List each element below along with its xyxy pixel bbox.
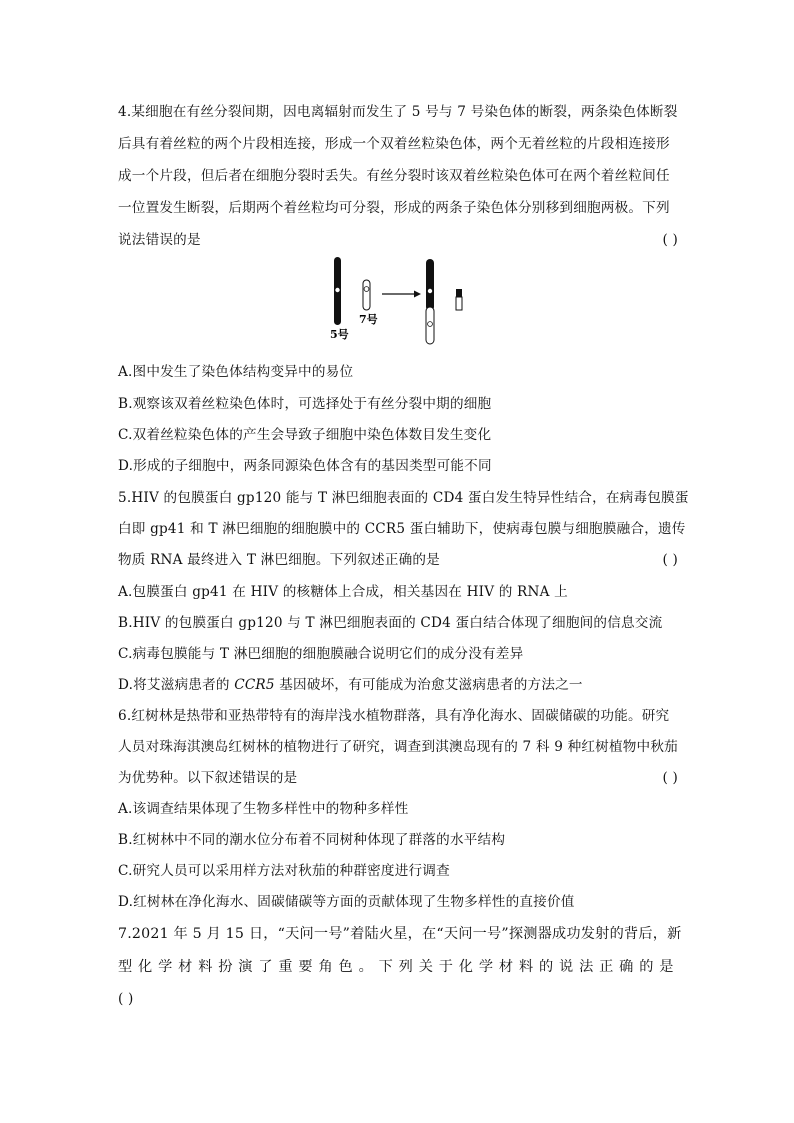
q7-line-2-char: 于 [438,959,454,975]
q6-answer-blank: ( ) [662,770,678,786]
label-7: 7号 [359,313,378,326]
q7-line-2-char: 学 [478,959,494,975]
q7-line-2-char: 是 [659,959,674,975]
q6-option-b: B.红树林中不同的潮水位分布着不同树种体现了群落的水平结构 [118,832,506,848]
q5-line-3 [118,550,678,570]
q4-option-a: A.图中发生了染色体结构变异中的易位 [118,364,354,380]
fragment-light [456,297,462,310]
q7-line-2-char: 说 [559,959,574,975]
q7-line-2-char: 学 [158,959,173,975]
q7-line-2-char: 下 [378,959,393,975]
dicentric-centromere-1 [427,288,432,293]
q4-line-4: 一位置发生断裂，后期两个着丝粒均可分裂，形成的两条子染色体分别移到细胞两极。下列 [118,200,670,216]
q4-line-1: 4.某细胞在有丝分裂间期，因电离辐射而发生了 5 号与 7 号染色体的断裂，两条染色体断裂 [118,104,678,120]
q5-option-d-gene: CCR5 [234,677,275,693]
q4-option-b: B.观察该双着丝粒染色体时，可选择处于有丝分裂中期的细胞 [118,396,492,412]
q7-line-2-char: 型 [118,959,133,975]
q4-line-5 [118,230,678,250]
q4-option-c: C.双着丝粒染色体的产生会导致子细胞中染色体数目发生变化 [118,427,492,443]
q7-line-2-char: 料 [198,959,213,975]
dicentric-centromere-2 [428,322,433,327]
q5-line-2: 白即 gp41 和 T 淋巴细胞的细胞膜中的 CCR5 蛋白辅助下，使病毒包膜与细胞膜融合，遗传 [118,521,686,537]
q7-line-2-char: 料 [518,959,534,975]
q7-line-2-char: 材 [498,959,514,975]
q4-line-2: 后具有着丝粒的两个片段相连接，形成一个双着丝粒染色体，两个无着丝粒的片段相连接形 [118,136,670,152]
q7-line-2-char: 演 [238,959,253,975]
q6-option-c: C.研究人员可以采用样方法对秋茄的种群密度进行调查 [118,863,450,879]
q7-line-2-char: 化 [138,959,153,975]
q4-stem-end: 说法错误的是 [118,232,201,248]
dicentric-dark-part [426,259,434,311]
q5-answer-blank: ( ) [662,552,678,568]
q7-line-2-char: 材 [178,959,193,975]
q7-line-2-char: 确 [619,959,634,975]
label-5: 5号 [330,328,349,341]
q7-line-2-char: 法 [579,959,594,975]
q7-line-2-char: 正 [599,959,614,975]
q7-line-2-char: 要 [298,959,313,975]
q7-line-2-char: 了 [258,959,273,975]
q6-line-3 [118,768,678,788]
q5-option-b: B.HIV 的包膜蛋白 gp120 与 T 淋巴细胞表面的 CD4 蛋白结合体现了细胞间的信息交流 [118,615,663,631]
q7-line-1: 7.2021 年 5 月 15 日，“天问一号”着陆火星，在“天问一号”探测器成功发射的背后，新 [118,926,682,942]
q7-line-2-char: 关 [418,959,434,975]
q6-line-1: 6.红树林是热带和亚热带特有的海岸浅水植物群落，具有净化海水、固碳储碳的功能。研究 [118,708,670,724]
q5-option-d [118,675,678,695]
q7-line-2 [118,957,674,977]
q6-option-a: A.该调查结果体现了生物多样性中的物种多样性 [118,801,409,817]
q7-line-2-char: 化 [458,959,474,975]
q7-line-2-char: 角 [318,959,333,975]
arrow-head-icon [414,291,421,298]
chromosome-figure [320,252,480,352]
q7-line-2-char: 色 [338,959,353,975]
q7-line-2-char: 的 [639,959,654,975]
q6-stem-end: 为优势种。以下叙述错误的是 [118,770,298,786]
centromere-7 [364,287,369,292]
q6-line-2: 人员对珠海淇澳岛红树林的植物进行了研究，调查到淇澳岛现有的 7 科 9 种红树植物中秋茄 [118,739,678,755]
q5-stem-end: 物质 RNA 最终进入 T 淋巴细胞。下列叙述正确的是 [118,552,440,568]
q7-line-2-char: 。 [358,959,373,975]
q5-option-c: C.病毒包膜能与 T 淋巴细胞的细胞膜融合说明它们的成分没有差异 [118,646,524,662]
chromosome-7 [363,280,370,310]
q5-option-d-pre: D.将艾滋病患者的 [118,677,235,693]
q4-line-3: 成一个片段，但后者在细胞分裂时丢失。有丝分裂时该双着丝粒染色体可在两个着丝粒间任 [118,168,670,184]
q6-option-d: D.红树林在净化海水、固碳储碳等方面的贡献体现了生物多样性的直接价值 [118,894,575,910]
fragment-dark [456,289,462,297]
q4-option-d: D.形成的子细胞中，两条同源染色体含有的基因类型可能不同 [118,458,492,474]
q7-line-2-char: 的 [538,959,554,975]
q7-line-2-char: 列 [398,959,414,975]
centromere-5 [335,287,340,292]
q7-answer-blank: ( ) [118,991,134,1007]
q5-option-d-post: 基因破坏，有可能成为治愈艾滋病患者的方法之一 [274,677,583,693]
q5-line-1: 5.HIV 的包膜蛋白 gp120 能与 T 淋巴细胞表面的 CD4 蛋白发生特异性结合，在病毒包膜蛋 [118,490,689,506]
q7-line-2-char: 重 [278,959,293,975]
q4-answer-blank: ( ) [662,232,678,248]
q7-line-2-char: 扮 [218,959,233,975]
q5-option-a: A.包膜蛋白 gp41 在 HIV 的核糖体上合成，相关基因在 HIV 的 RNA 上 [118,584,568,600]
